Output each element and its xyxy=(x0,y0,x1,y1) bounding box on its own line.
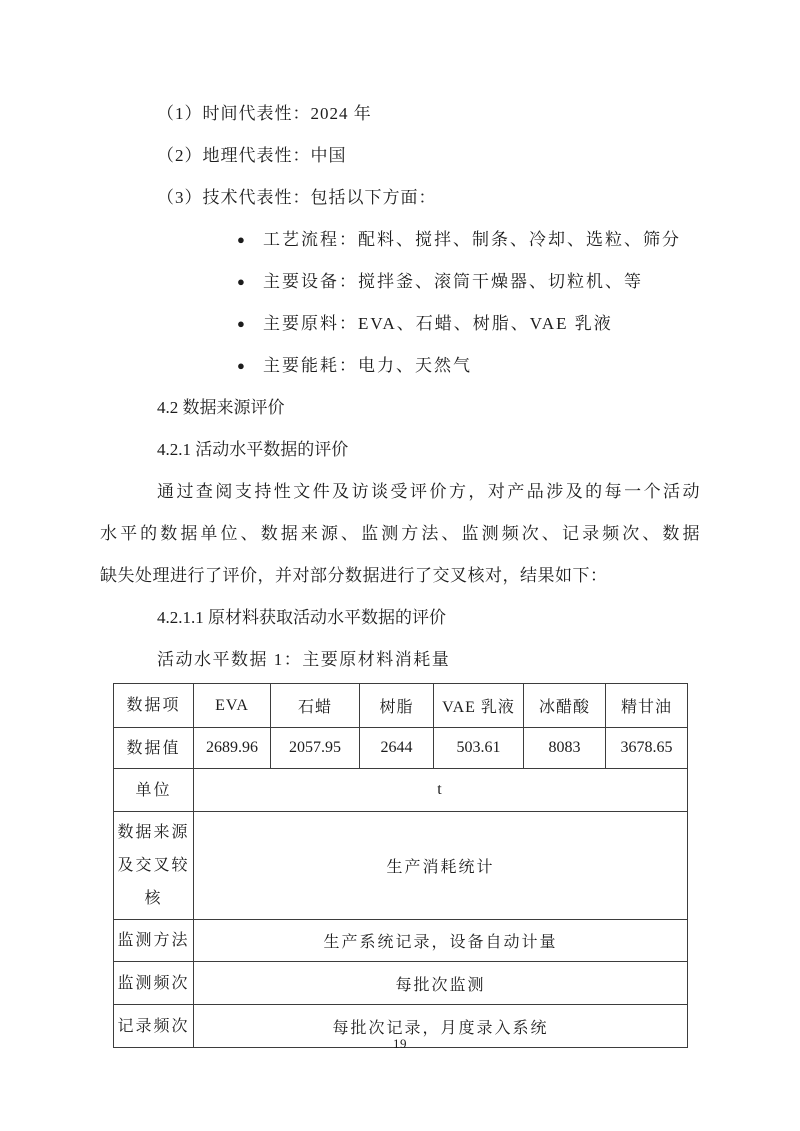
bullet-icon: ● xyxy=(237,232,245,247)
material-cell: 精甘油 xyxy=(606,684,688,728)
table-row-monitor-frequency xyxy=(114,962,688,1005)
bullet-icon: ● xyxy=(237,274,245,289)
bullet-item-energy xyxy=(100,345,700,387)
value-cell: 2057.95 xyxy=(271,728,360,769)
paragraph-line: 通过查阅支持性文件及访谈受评价方，对产品涉及的每一个活动 xyxy=(157,482,700,501)
numbered-item-3: （3）技术代表性：包括以下方面： xyxy=(157,188,437,207)
value-cell: 8083 xyxy=(524,728,606,769)
heading-4-2: 4.2 数据来源评价 xyxy=(157,398,285,417)
row-label-method: 监测方法 xyxy=(114,920,194,962)
paragraph-line: 缺失处理进行了评价，并对部分数据进行了交叉核对，结果如下： xyxy=(100,566,608,585)
source-value-cell: 生产消耗统计 xyxy=(194,812,688,920)
material-cell: 冰醋酸 xyxy=(524,684,606,728)
value-cell: 2689.96 xyxy=(194,728,271,769)
heading-4-2-1: 4.2.1 活动水平数据的评价 xyxy=(157,440,349,459)
table-row-unit xyxy=(114,769,688,812)
value-cell: 3678.65 xyxy=(606,728,688,769)
bullet-item-text: 工艺流程：配料、搅拌、制条、冷却、选粒、筛分 xyxy=(263,230,681,249)
material-cell: 石蜡 xyxy=(271,684,360,728)
bullet-item-text: 主要原料：EVA、石蜡、树脂、VAE 乳液 xyxy=(263,314,613,333)
unit-value-cell: t xyxy=(194,769,688,812)
row-label-source: 数据来源及交叉较核 xyxy=(114,812,194,920)
numbered-item-2: （2）地理代表性：中国 xyxy=(157,146,347,165)
material-cell: 树脂 xyxy=(360,684,434,728)
numbered-item-1: （1）时间代表性：2024 年 xyxy=(157,104,372,123)
monitor-frequency-value-cell: 每批次监测 xyxy=(194,962,688,1005)
table-caption: 活动水平数据 1：主要原材料消耗量 xyxy=(157,650,451,669)
bullet-icon: ● xyxy=(237,358,245,373)
header-cell-value: 数据值 xyxy=(114,728,194,769)
row-label-unit: 单位 xyxy=(114,769,194,812)
material-cell: VAE 乳液 xyxy=(434,684,524,728)
bullet-item-process xyxy=(100,219,700,261)
bullet-item-text: 主要设备：搅拌釜、滚筒干燥器、切粒机、等 xyxy=(263,272,643,291)
row-label-record-frequency: 记录频次 xyxy=(114,1005,194,1048)
value-cell: 2644 xyxy=(360,728,434,769)
table-row-source xyxy=(114,812,688,920)
page-number: 19 xyxy=(393,1036,407,1051)
header-cell-item: 数据项 xyxy=(114,684,194,728)
bullet-item-text: 主要能耗：电力、天然气 xyxy=(263,356,472,375)
table-row-values xyxy=(114,728,688,769)
material-cell: EVA xyxy=(194,684,271,728)
bullet-icon: ● xyxy=(237,316,245,331)
row-label-monitor-frequency: 监测频次 xyxy=(114,962,194,1005)
heading-4-2-1-1: 4.2.1.1 原材料获取活动水平数据的评价 xyxy=(157,608,446,627)
value-cell: 503.61 xyxy=(434,728,524,769)
table-row-method xyxy=(114,920,688,962)
paragraph-line: 水平的数据单位、数据来源、监测方法、监测频次、记录频次、数据 xyxy=(100,524,700,543)
activity-data-table xyxy=(113,683,688,1048)
bullet-item-materials xyxy=(100,303,700,345)
record-frequency-value-cell: 每批次记录，月度录入系统 xyxy=(194,1005,688,1048)
method-value-cell: 生产系统记录，设备自动计量 xyxy=(194,920,688,962)
bullet-item-equipment xyxy=(100,261,700,303)
page-content xyxy=(100,93,700,1048)
table-row-materials xyxy=(114,684,688,728)
